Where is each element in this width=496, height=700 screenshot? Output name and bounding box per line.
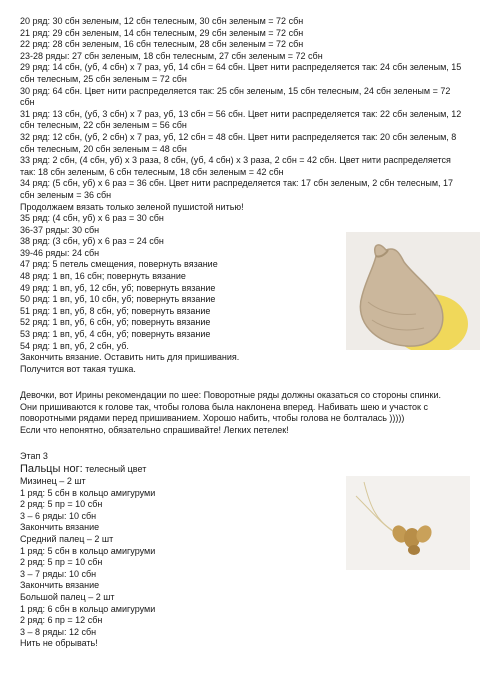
rows-line: 35 ряд: (4 сбн, уб) х 6 раз = 30 сбн xyxy=(20,213,164,224)
rows-line: сбн телесным, 22 сбн зеленым = 56 сбн xyxy=(20,120,187,131)
stage-3-header xyxy=(20,451,482,476)
rows-line: 21 ряд: 29 сбн зеленым, 14 сбн телесным, 29 сбн зеленым = 72 сбн xyxy=(20,27,304,38)
toes-line: Большой палец – 2 шт xyxy=(20,591,115,602)
neck-recommendations xyxy=(20,390,482,436)
note-line: Девочки, вот Ирины рекомендации по шее: Поворотные ряды должны оказаться со стороны спинки. xyxy=(20,390,441,400)
note-line: поворотными рядами перед пришиванием. Хорошо набить, чтобы голова не болталась ))))) xyxy=(20,413,405,424)
rows-line: 47 ряд: 5 петель смещения, повернуть вязание xyxy=(20,259,218,270)
rows-line: 30 ряд: 64 сбн. Цвет нити распределяется так: 25 сбн зеленым, 15 сбн телесным, 24 сбн зеленым = 72 xyxy=(20,85,451,96)
rows-line: 32 ряд: 12 сбн, (уб, 2 сбн) х 7 раз, уб, 12 сбн = 48 сбн. Цвет нити распределяется так: 20 сбн зеленым, 8 xyxy=(20,131,457,142)
toes-line: 1 ряд: 5 сбн в кольцо амигуруми xyxy=(20,487,156,498)
note-line: Они пришиваются к голове так, чтобы голова была наклонена вперед. Набивать шею и участок с xyxy=(20,401,428,412)
rows-line: 52 ряд: 1 вп, уб, 6 сбн, уб; повернуть вязание xyxy=(20,317,211,328)
toes-line: 2 ряд: 5 пр = 10 сбн xyxy=(20,499,103,510)
rows-line: 54 ряд: 1 вп, уб, 2 сбн, уб. xyxy=(20,340,129,351)
rows-line: 23-28 ряды: 27 сбн зеленым, 18 сбн телесным, 27 сбн зеленым = 72 сбн xyxy=(20,50,323,61)
toes-line: 1 ряд: 5 сбн в кольцо амигуруми xyxy=(20,545,156,556)
toes-title: Пальцы ног: xyxy=(20,462,83,475)
rows-line: так: 18 сбн зеленым, 6 сбн телесным, 18 сбн зеленым = 42 сбн xyxy=(20,166,284,177)
rows-line: 39-46 ряды: 24 сбн xyxy=(20,247,100,258)
note-line: Если что непонятно, обязательно спрашивайте! Легких петелек! xyxy=(20,424,289,435)
toes-line: Средний палец – 2 шт xyxy=(20,533,114,544)
rows-line: 38 ряд: (3 сбн, уб) х 6 раз = 24 сбн xyxy=(20,236,164,247)
toes-line: 2 ряд: 5 пр = 10 сбн xyxy=(20,557,103,568)
rows-line: 20 ряд: 30 сбн зеленым, 12 сбн телесным, 30 сбн зеленым = 72 сбн xyxy=(20,16,304,26)
rows-line: 51 ряд: 1 вп, уб, 8 сбн, уб; повернуть вязание xyxy=(20,305,211,316)
crochet-toes-photo xyxy=(346,476,470,570)
rows-line: 49 ряд: 1 вп, уб, 12 сбн, уб; повернуть вязание xyxy=(20,282,216,293)
rows-line: Получится вот такая тушка. xyxy=(20,363,136,374)
rows-line: 48 ряд: 1 вп, 16 сбн; повернуть вязание xyxy=(20,271,186,282)
stage-label: Этап 3 xyxy=(20,451,48,461)
rows-line: Закончить вязание. Оставить нить для пришивания. xyxy=(20,352,240,363)
rows-line: 34 ряд: (5 сбн, уб) х 6 раз = 36 сбн. Цвет нити распределяется так: 17 сбн зеленым, 2 сбн телесным, 17 xyxy=(20,178,454,189)
toes-line: 2 ряд: 6 пр = 12 сбн xyxy=(20,615,103,626)
toes-line: Закончить вязание xyxy=(20,580,100,591)
rows-line: 31 ряд: 13 сбн, (уб, 3 сбн) х 7 раз, уб, 13 сбн = 56 сбн. Цвет нити распределяется так: 22 сбн зеленым, 12 xyxy=(20,108,462,119)
toes-line: 3 – 8 ряды: 12 сбн xyxy=(20,626,97,637)
rows-line: Продолжаем вязать только зеленой пушистой нитью! xyxy=(20,201,244,212)
crochet-body-image xyxy=(346,232,480,350)
rows-line: сбн зеленым = 36 сбн xyxy=(20,189,112,200)
toes-line: 3 – 6 ряды: 10 сбн xyxy=(20,510,97,521)
toes-line: 3 – 7 ряды: 10 сбн xyxy=(20,568,97,579)
toes-line: Нить не обрывать! xyxy=(20,638,98,649)
toes-line: Мизинец – 2 шт xyxy=(20,476,86,486)
toes-heading xyxy=(20,463,482,476)
rows-line: сбн xyxy=(20,97,35,108)
rows-line: 36-37 ряды: 30 сбн xyxy=(20,224,100,235)
rows-line: 29 ряд: 14 сбн, (уб, 4 сбн) х 7 раз, уб, 14 сбн = 64 сбн. Цвет нити распределяется так: 24 сбн зеленым, 15 xyxy=(20,62,462,73)
rows-line: сбн телесным, 25 сбн зеленым = 72 сбн xyxy=(20,73,187,84)
toes-line: Закончить вязание xyxy=(20,522,100,533)
rows-line: сбн телесным, 20 сбн зеленым = 48 сбн xyxy=(20,143,187,154)
rows-line: 22 ряд: 28 сбн зеленым, 16 сбн телесным, 28 сбн зеленым = 72 сбн xyxy=(20,39,304,50)
crochet-toes-image xyxy=(346,476,470,570)
toes-line: 1 ряд: 6 сбн в кольцо амигуруми xyxy=(20,603,156,614)
toes-color: телесный цвет xyxy=(82,463,147,474)
crochet-body-photo xyxy=(346,232,480,350)
rows-line: 50 ряд: 1 вп, уб, 10 сбн, уб; повернуть вязание xyxy=(20,294,216,305)
rows-line: 33 ряд: 2 сбн, (4 сбн, уб) х 3 раза, 8 сбн, (уб, 4 сбн) х 3 раза, 2 сбн = 42 сбн. Цвет нити распределяется xyxy=(20,155,451,166)
rows-line: 53 ряд: 1 вп, уб, 4 сбн, уб; повернуть вязание xyxy=(20,329,211,340)
